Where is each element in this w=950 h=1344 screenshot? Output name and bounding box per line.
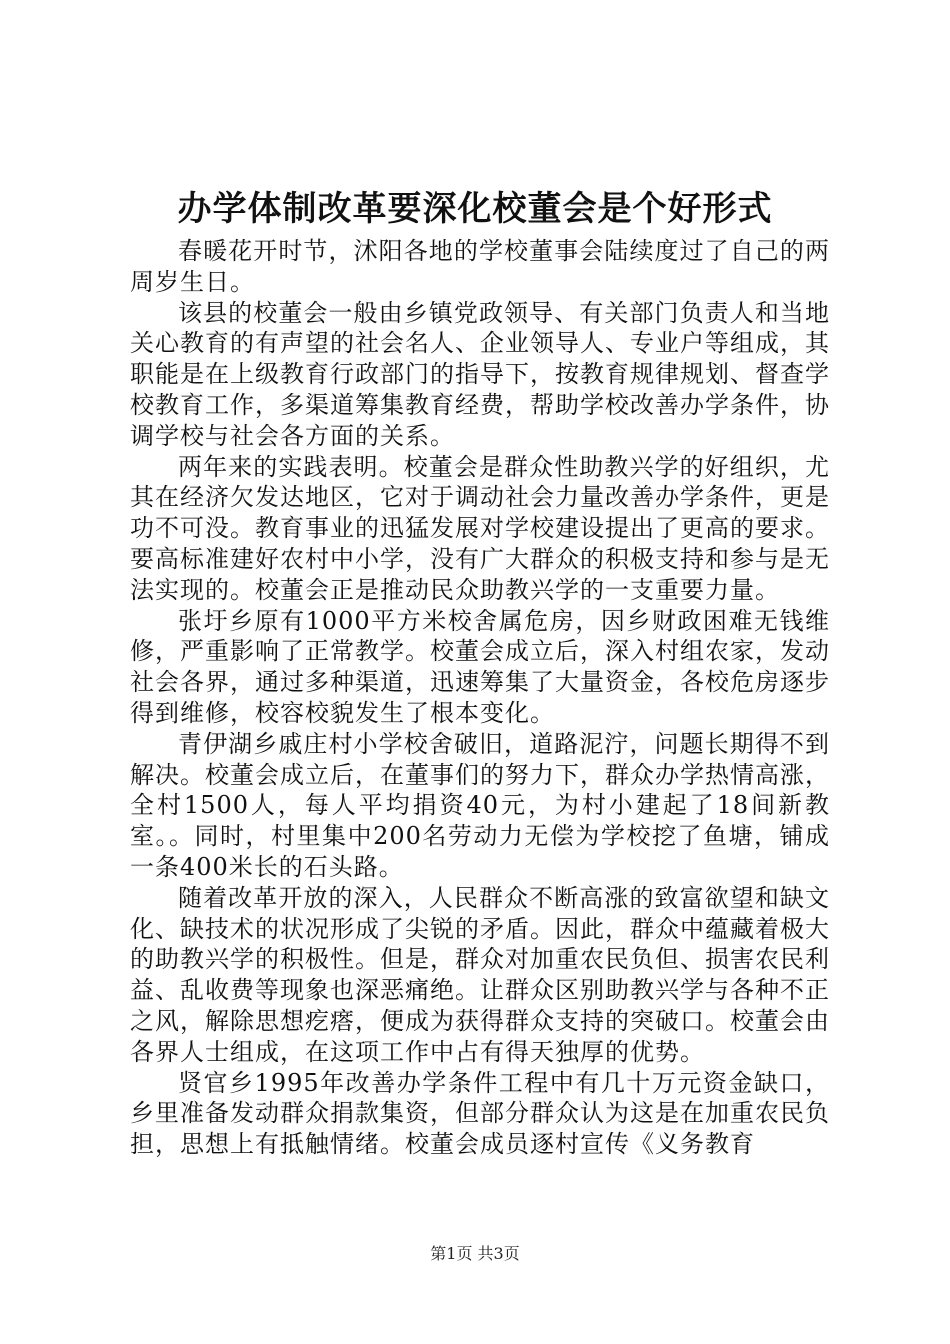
document-body	[130, 236, 830, 1160]
paragraph: 两年来的实践表明。校董会是群众性助教兴学的好组织，尤其在经济欠发达地区，它对于调动社会力量改善办学条件，更是功不可没。教育事业的迅猛发展对学校建设提出了更高的要求。要高标准建好农村中小学，没有广大群众的积极支持和参与是无法实现的。校董会正是推动民众助教兴学的一支重要力量。	[130, 452, 830, 604]
page-number-footer: 第1页 共3页	[430, 1244, 520, 1263]
paragraph: 该县的校董会一般由乡镇党政领导、有关部门负责人和当地关心教育的有声望的社会名人、企业领导人、专业户等组成，其职能是在上级教育行政部门的指导下，按教育规律规划、督查学校教育工作，多渠道筹集教育经费，帮助学校改善办学条件，协调学校与社会各方面的关系。	[130, 298, 830, 450]
paragraph: 随着改革开放的深入，人民群众不断高涨的致富欲望和缺文化、缺技术的状况形成了尖锐的矛盾。因此，群众中蕴藏着极大的助教兴学的积极性。但是，群众对加重农民负但、损害农民利益、乱收费等现象也深恶痛绝。让群众区别助教兴学与各种不正之风，解除思想疙瘩，便成为获得群众支持的突破口。校董会由各界人士组成，在这项工作中占有得天独厚的优势。	[130, 883, 830, 1066]
paragraph: 春暖花开时节，沭阳各地的学校董事会陆续度过了自己的两周岁生日。	[130, 237, 830, 296]
paragraph: 青伊湖乡戚庄村小学校舍破旧，道路泥泞，问题长期得不到解决。校董会成立后，在董事们的努力下，群众办学热情高涨，全村1500人，每人平均捐资40元，为村小建起了18间新教室。。同时，村里集中200名劳动力无偿为学校挖了鱼塘，铺成一条400米长的石头路。	[130, 729, 830, 881]
document-title: 办学体制改革要深化校董会是个好形式	[177, 189, 773, 229]
paragraph: 贤官乡1995年改善办学条件工程中有几十万元资金缺口，乡里准备发动群众捐款集资，但部分群众认为这是在加重农民负担，思想上有抵触情绪。校董会成员逐村宣传《义务教育	[130, 1068, 830, 1159]
paragraph: 张圩乡原有1000平方米校舍属危房，因乡财政困难无钱维修，严重影响了正常教学。校董会成立后，深入村组农家，发动社会各界，通过多种渠道，迅速筹集了大量资金，各校危房逐步得到维修，校容校貌发生了根本变化。	[130, 606, 830, 727]
